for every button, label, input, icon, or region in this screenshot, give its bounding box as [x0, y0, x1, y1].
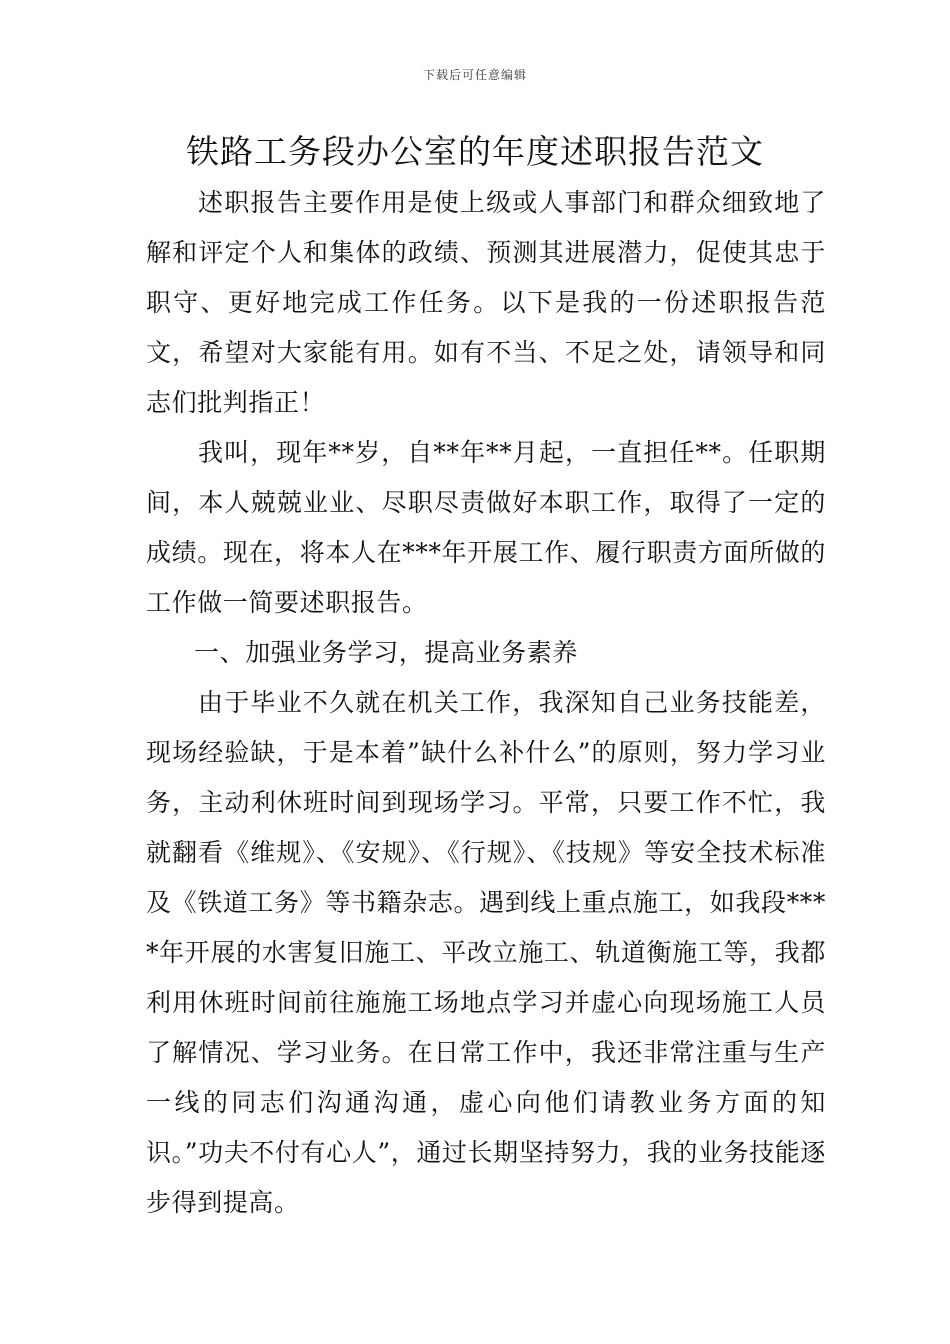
study-paragraph: 由于毕业不久就在机关工作，我深知自己业务技能差，现场经验缺，于是本着”缺什么补什么”的原则，努力学习业务，主动利休班时间到现场学习。平常，只要工作不忙，我就翻看《维规》、《安规》、《行规》、《技规》等安全技术标准及《铁道工务》等书籍杂志。遇到线上重点施工，如我段****年开展的水害复旧施工、平改立施工、轨道衡施工等，我都利用休班时间前往施施工场地点学习并虚心向现场施工人员了解情况、学习业务。在日常工作中，我还非常注重与生产一线的同志们沟通沟通，虚心向他们请教业务方面的知识。”功夫不付有心人”，通过长期坚持努力，我的业务技能逐步得到提高。 — [146, 688, 826, 1217]
intro-paragraph: 述职报告主要作用是使上级或人事部门和群众细致地了解和评定个人和集体的政绩、预测其进展潜力，促使其忠于职守、更好地完成工作任务。以下是我的一份述职报告范文，希望对大家能有用。如有不当、不足之处，请领导和同志们批判指正！ — [146, 188, 826, 417]
document-body — [146, 178, 826, 1228]
document-title: 铁路工务段办公室的年度述职报告范文 — [186, 132, 764, 171]
header-note: 下载后可任意编辑 — [422, 68, 527, 82]
section-heading: 一、加强业务学习，提高业务素养 — [194, 638, 579, 667]
self-intro-paragraph: 我叫，现年**岁，自**年**月起，一直担任**。任职期间，本人兢兢业业、尽职尽责做好本职工作，取得了一定的成绩。现在，将本人在***年开展工作、履行职责方面所做的工作做一简要述职报告。 — [146, 438, 826, 617]
